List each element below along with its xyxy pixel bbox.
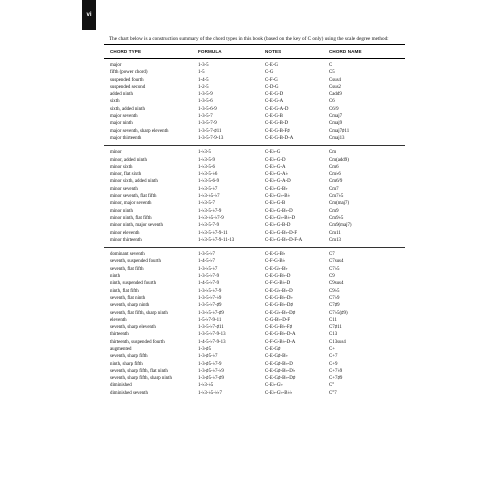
table-row: [104, 69, 405, 76]
formula-cell: 1-♭3-5-♭7: [198, 186, 218, 192]
table-row: [104, 375, 405, 382]
chord-name-cell: C+9: [329, 361, 338, 367]
table-row: [104, 98, 405, 105]
formula-cell: 1-4-5: [198, 77, 209, 83]
table-row: [104, 302, 405, 309]
formula-cell: 1-5-♭7-9-11: [198, 317, 222, 323]
header-chord-name: CHORD NAME: [329, 49, 362, 54]
chord-name-cell: Cm7♭5: [329, 194, 344, 200]
notes-cell: C-E-G-B♭-D: [265, 274, 291, 280]
chord-name-cell: C6/9: [329, 106, 339, 112]
notes-cell: C-E♭-G-A-D: [265, 179, 291, 185]
chord-type-cell: seventh, flat fifth: [110, 266, 144, 272]
chord-name-cell: C: [329, 63, 333, 68]
chord-name-cell: C11: [329, 317, 337, 323]
chord-name-cell: Cm9: [329, 208, 339, 214]
chord-type-cell: ninth, sharp fifth: [110, 361, 143, 367]
chord-name-cell: Cmaj7♯11: [329, 128, 350, 134]
formula-cell: 1-3-5-6-9: [198, 106, 217, 112]
chord-type-cell: minor sixth, added ninth: [110, 179, 158, 185]
table-row: [104, 62, 405, 69]
formula-cell: 1-♭3-5-7-9: [198, 223, 220, 229]
table-row: [104, 382, 405, 389]
formula-cell: 1-3-♯5: [198, 346, 212, 352]
chord-type-cell: added ninth: [110, 92, 133, 98]
notes-cell: C-E-G-B-D: [265, 121, 289, 127]
formula-cell: 1-3-5-♭7-9-13: [198, 332, 226, 338]
table-row: [104, 331, 405, 338]
formula-cell: 1-3-5-7: [198, 114, 213, 120]
chord-type-cell: suspended fourth: [110, 77, 144, 83]
chord-name-cell: C+7♭9: [329, 368, 343, 374]
chord-type-cell: ninth, suspended fourth: [110, 281, 157, 287]
chord-name-cell: C7♭5: [329, 266, 340, 272]
chord-type-cell: ninth: [110, 274, 121, 280]
notes-cell: C-E-G♯-B♭-D♭: [265, 368, 296, 374]
chord-type-cell: major seventh, sharp eleventh: [110, 128, 169, 134]
chord-name-cell: C5: [329, 70, 335, 76]
notes-cell: C-E♭-G-A: [265, 164, 286, 170]
chord-name-cell: C9: [329, 274, 335, 280]
chord-type-cell: seventh, sharp fifth, sharp ninth: [110, 376, 172, 382]
chord-type-cell: diminished seventh: [110, 390, 148, 396]
notes-cell: C-E-G-B: [265, 114, 283, 120]
table-row: [104, 251, 405, 258]
intro-text: The chart below is a construction summary of the chord types in this book (based on the key of C only) using the scale degree method:: [109, 36, 389, 42]
formula-cell: 1-5: [198, 70, 205, 76]
formula-cell: 1-3-5-♭7-♯11: [198, 325, 224, 331]
chord-type-cell: minor eleventh: [110, 230, 140, 236]
notes-cell: C-G-B♭-D-F: [265, 317, 291, 323]
chord-type-cell: major seventh: [110, 114, 138, 120]
chord-type-cell: suspended second: [110, 84, 146, 90]
table-row: [104, 164, 405, 171]
table-row: [104, 346, 405, 353]
table-row: [104, 106, 405, 113]
formula-cell: 1-3-♭5-♭7-♯9: [198, 310, 224, 316]
chord-type-cell: sixth, added ninth: [110, 106, 145, 112]
major-chords-section: [104, 59, 405, 146]
notes-cell: C-E♭-G♭-B♭-D: [265, 215, 296, 221]
formula-cell: 1-♭3-♭5-♭7-9: [198, 215, 224, 221]
table-row: [104, 208, 405, 215]
formula-cell: 1-♭3-5-♭7-9: [198, 208, 222, 214]
chord-name-cell: Cm9(maj7): [329, 223, 352, 229]
chord-name-cell: Cm9♭5: [329, 215, 344, 221]
notes-cell: C-E-G-D: [265, 92, 284, 98]
notes-cell: C-E-G♯-B♭-D♯: [265, 376, 296, 382]
chord-type-cell: minor seventh, flat fifth: [110, 194, 157, 200]
formula-cell: 1-3-♭5-♭7-9: [198, 288, 222, 294]
chord-name-cell: Cm7: [329, 186, 339, 192]
chord-name-cell: C7♯9: [329, 303, 340, 309]
chord-type-cell: fifth (power chord): [110, 70, 148, 76]
chord-type-cell: major thirteenth: [110, 135, 142, 141]
chord-name-cell: Cm♭6: [329, 172, 341, 178]
notes-cell: C-F-G-B♭-D: [265, 281, 291, 287]
notes-cell: C-E♭-G-A♭: [265, 172, 288, 178]
chord-name-cell: Cm6/9: [329, 179, 343, 185]
chord-name-cell: C7sus4: [329, 259, 344, 265]
table-row: [104, 237, 405, 244]
notes-cell: C-E♭-G-B♭-D: [265, 208, 293, 214]
chord-type-cell: minor: [110, 150, 122, 156]
table-row: [104, 310, 405, 317]
formula-cell: 1-3-♯5-♭7: [198, 354, 218, 360]
notes-cell: C-E♭-G-D: [265, 157, 286, 163]
chord-name-cell: C7: [329, 252, 335, 258]
chord-type-cell: minor seventh: [110, 186, 138, 192]
notes-cell: C-E-G-A: [265, 99, 284, 105]
formula-cell: 1-♭3-5-6: [198, 164, 215, 170]
notes-cell: C-E♭-G♭-B♭♭: [265, 390, 293, 396]
chord-name-cell: C7♯11: [329, 325, 342, 331]
formula-cell: 1-3-5-♭7: [198, 252, 215, 258]
notes-cell: C-E♭-G: [265, 150, 281, 156]
formula-cell: 1-2-5: [198, 84, 209, 90]
table-row: [104, 193, 405, 200]
chord-name-cell: Csus2: [329, 84, 341, 90]
chord-name-cell: C+7: [329, 354, 338, 360]
chord-name-cell: C9♭5: [329, 288, 340, 294]
formula-cell: 1-3-5-7-9-13: [198, 135, 224, 141]
chord-type-cell: minor, added ninth: [110, 157, 147, 163]
chord-name-cell: Cadd9: [329, 92, 342, 98]
chord-type-cell: dominant seventh: [110, 252, 145, 258]
table-row: [104, 339, 405, 346]
notes-cell: C-E♭-G-B-D: [265, 223, 291, 229]
table-row: [104, 186, 405, 193]
header-chord-type: CHORD TYPE: [110, 49, 142, 54]
table-row: [104, 288, 405, 295]
formula-cell: 1-♭3-5-6-9: [198, 179, 220, 185]
table-row: [104, 91, 405, 98]
notes-cell: C-E-G♯: [265, 346, 281, 352]
formula-cell: 1-♭3-5-♭7-9-11-13: [198, 237, 235, 243]
table-row: [104, 84, 405, 91]
table-row: [104, 222, 405, 229]
formula-cell: 1-3-♭5-♭7: [198, 266, 218, 272]
table-row: [104, 295, 405, 302]
formula-cell: 1-3-5: [198, 63, 209, 68]
formula-cell: 1-3-5-9: [198, 92, 213, 98]
chord-type-cell: thirteenth: [110, 332, 129, 338]
table-row: [104, 135, 405, 142]
chord-type-cell: seventh, sharp fifth: [110, 354, 148, 360]
table-row: [104, 113, 405, 120]
table-row: [104, 266, 405, 273]
chord-type-cell: major: [110, 63, 122, 68]
table-row: [104, 273, 405, 280]
table-row: [104, 171, 405, 178]
chord-name-cell: Cm(maj7): [329, 201, 350, 207]
notes-cell: C-E-G-B-D-A: [265, 135, 294, 141]
chord-name-cell: C°7: [329, 390, 337, 396]
table-row: [104, 361, 405, 368]
chord-type-cell: sixth: [110, 99, 120, 105]
chord-type-cell: ninth, flat fifth: [110, 288, 139, 294]
formula-cell: 1-♭3-5-♭7-9-11: [198, 230, 228, 236]
chord-type-cell: minor sixth: [110, 164, 133, 170]
chord-name-cell: Cm6: [329, 164, 339, 170]
table-row: [104, 157, 405, 164]
chord-type-cell: seventh, flat fifth, sharp ninth: [110, 310, 168, 316]
table-row: [104, 317, 405, 324]
dominant-chords-section: [104, 248, 405, 400]
table-body: [104, 59, 405, 400]
table-row: [104, 280, 405, 287]
formula-cell: 1-♭3-♭5: [198, 383, 214, 389]
chord-name-cell: C13sus4: [329, 339, 346, 345]
notes-cell: C-E♭-G♭: [265, 383, 283, 389]
page-number-tab: [82, 0, 96, 30]
formula-cell: 1-3-♯5-♭7-♯9: [198, 376, 224, 382]
table-row: [104, 368, 405, 375]
chord-type-cell: minor, major seventh: [110, 201, 152, 207]
formula-cell: 1-3-5-♭7-♭9: [198, 295, 222, 301]
notes-cell: C-E-G♭-B♭: [265, 266, 288, 272]
notes-cell: C-G: [265, 70, 274, 76]
chord-type-cell: minor ninth, flat fifth: [110, 215, 152, 221]
chord-type-cell: augmented: [110, 346, 132, 352]
formula-cell: 1-♭3-5-9: [198, 157, 215, 163]
chord-name-cell: Cmaj7: [329, 114, 343, 120]
table-row: [104, 149, 405, 156]
chord-type-cell: major ninth: [110, 121, 133, 127]
chord-name-cell: C13: [329, 332, 338, 338]
chord-name-cell: Cm11: [329, 230, 341, 236]
chord-name-cell: C6: [329, 99, 335, 105]
notes-cell: C-D-G: [265, 84, 279, 90]
chord-type-cell: minor ninth, major seventh: [110, 223, 163, 229]
chord-type-cell: seventh, sharp eleventh: [110, 325, 156, 331]
chord-type-cell: thirteenth, suspended fourth: [110, 339, 165, 345]
chord-name-cell: Cmaj13: [329, 135, 345, 141]
chord-name-cell: C+: [329, 346, 336, 352]
chord-type-cell: minor thirteenth: [110, 237, 142, 243]
formula-cell: 1-3-5-6: [198, 99, 213, 105]
minor-chords-section: [104, 146, 405, 248]
notes-cell: C-E-G-B♭-D-A: [265, 332, 296, 338]
notes-cell: C-E-G-A-D: [265, 106, 289, 112]
formula-cell: 1-3-5-7-9: [198, 121, 217, 127]
formula-cell: 1-3-5-7-♯11: [198, 128, 222, 134]
chord-name-cell: C9sus4: [329, 281, 344, 287]
table-row: [104, 200, 405, 207]
notes-cell: C-E♭-G-B: [265, 201, 286, 207]
notes-cell: C-F-G-B♭: [265, 259, 285, 265]
table-row: [104, 324, 405, 331]
chord-name-cell: Cm(add9): [329, 157, 349, 163]
formula-cell: 1-♭3-♭5-♭7: [198, 194, 220, 200]
chord-type-cell: diminished: [110, 383, 132, 389]
table-row: [104, 230, 405, 237]
notes-cell: C-E-G-B♭-F♯: [265, 325, 293, 331]
formula-cell: 1-♭3-♭5-♭♭7: [198, 390, 222, 396]
table-row: [104, 128, 405, 135]
table-row: [104, 215, 405, 222]
notes-cell: C-E-G♭-B♭-D♯: [265, 310, 296, 316]
formula-cell: 1-3-5-♭7-9: [198, 274, 220, 280]
notes-cell: C-E-G♭-B♭-D: [265, 288, 293, 294]
chord-name-cell: C°: [329, 383, 335, 389]
chord-table: [104, 44, 405, 400]
table-row: [104, 178, 405, 185]
formula-cell: 1-♭3-5-♭6: [198, 172, 218, 178]
notes-cell: C-E-G-B♭-D♯: [265, 303, 293, 309]
chord-name-cell: Cmaj9: [329, 121, 343, 127]
chord-name-cell: Cm: [329, 150, 337, 156]
header-notes: NOTES: [265, 49, 282, 54]
notes-cell: C-E♭-G-B♭-D-F-A: [265, 237, 303, 243]
formula-cell: 1-3-5-♭7-♯9: [198, 303, 222, 309]
chord-type-cell: seventh, sharp ninth: [110, 303, 150, 309]
chord-type-cell: eleventh: [110, 317, 127, 323]
chord-type-cell: seventh, sharp fifth, flat ninth: [110, 368, 168, 374]
table-row: [104, 390, 405, 397]
notes-cell: C-E-G-B-F♯: [265, 128, 290, 134]
notes-cell: C-E-G♯-B♭-D: [265, 361, 293, 367]
notes-cell: C-F-G-B♭-D-A: [265, 339, 296, 345]
notes-cell: C-F-G: [265, 77, 278, 83]
table-row: [104, 258, 405, 265]
chord-name-cell: C+7♯9: [329, 376, 343, 382]
page-number: vi: [86, 12, 92, 18]
chord-type-cell: minor, flat sixth: [110, 172, 142, 178]
chord-name-cell: C7♭9: [329, 295, 340, 301]
table-row: [104, 353, 405, 360]
chord-name-cell: Csus4: [329, 77, 341, 83]
header-formula: FORMULA: [198, 49, 222, 54]
chord-type-cell: seventh, suspended fourth: [110, 259, 161, 265]
formula-cell: 1-4-5-♭7: [198, 259, 215, 265]
formula-cell: 1-♭3-5: [198, 150, 211, 156]
notes-cell: C-E-G-B♭: [265, 252, 286, 258]
chord-type-cell: minor ninth: [110, 208, 133, 214]
notes-cell: C-E♭-G-B♭-D-F: [265, 230, 298, 236]
table-row: [104, 77, 405, 84]
notes-cell: C-E-G: [265, 63, 279, 68]
chord-name-cell: C7♭5(♯9): [329, 310, 348, 316]
notes-cell: C-E♭-G♭-B♭: [265, 194, 290, 200]
formula-cell: 1-4-5-♭7-9-13: [198, 339, 226, 345]
formula-cell: 1-3-♯5-♭7-9: [198, 361, 222, 367]
formula-cell: 1-♭3-5-7: [198, 201, 215, 207]
notes-cell: C-E♭-G-B♭: [265, 186, 288, 192]
table-row: [104, 120, 405, 127]
formula-cell: 1-4-5-♭7-9: [198, 281, 220, 287]
chord-name-cell: Cm13: [329, 237, 341, 243]
notes-cell: C-E-G♯-B♭: [265, 354, 288, 360]
chord-type-cell: seventh, flat ninth: [110, 295, 146, 301]
notes-cell: C-E-G-B♭-D♭: [265, 295, 293, 301]
formula-cell: 1-3-♯5-♭7-♭9: [198, 368, 224, 374]
table-header: [104, 44, 405, 59]
